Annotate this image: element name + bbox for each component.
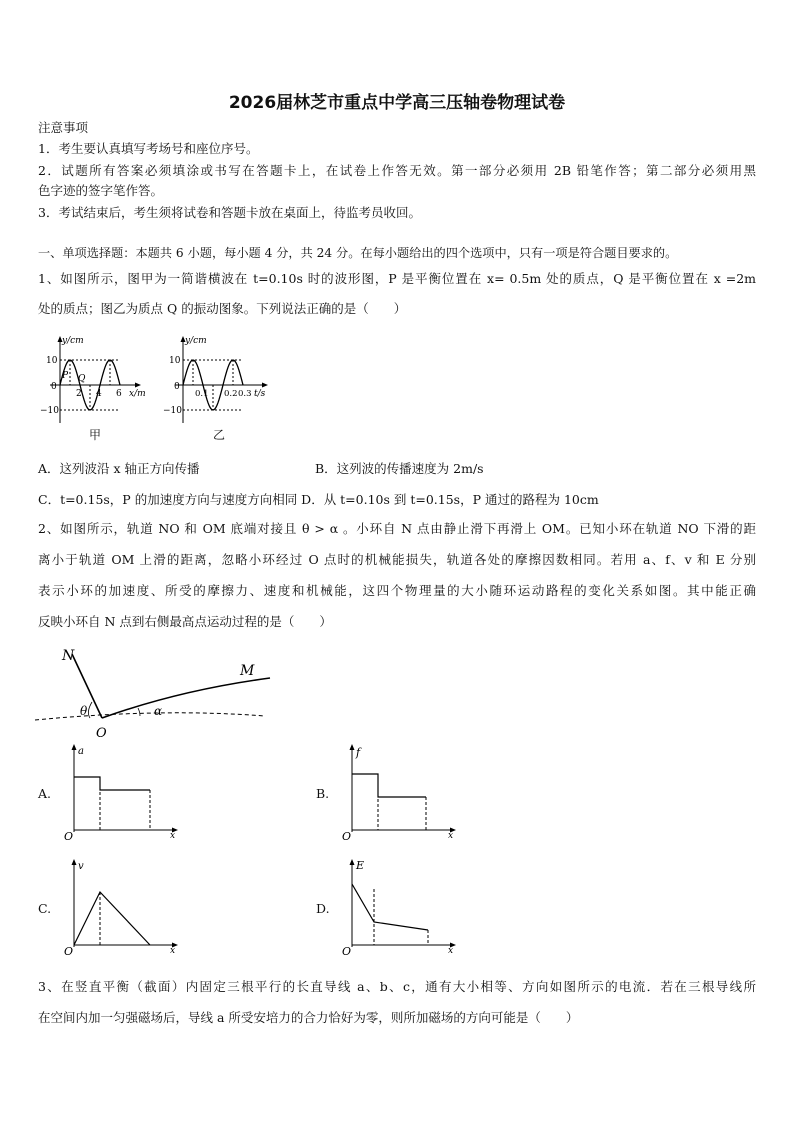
choice-a-y-arrow xyxy=(72,744,77,750)
graph-yi xyxy=(165,333,275,428)
choice-c-ylabel: v xyxy=(78,861,84,872)
choice-a-ylabel: a xyxy=(78,746,84,757)
q2-stem-1: 2、如图所示，轨道 NO 和 OM 底端对接且 θ > α 。小环自 N 点由静止滑下再滑上 OM。已知小环在轨道 NO 下滑的距 xyxy=(38,521,756,536)
choice-a-origin: O xyxy=(64,830,74,843)
track-diagram xyxy=(30,640,280,740)
graph-yi-ylabel: y/cm xyxy=(185,336,207,346)
graph-yi-ytick-top: 10 xyxy=(169,356,181,366)
choice-b-letter: B. xyxy=(316,786,330,801)
graph-jia-ytick-zero: 0 xyxy=(51,382,57,392)
graph-jia-ylabel: y/cm xyxy=(62,336,84,346)
q3-stem-2: 在空间内加一匀强磁场后，导线 a 所受安培力的合力恰好为零，则所加磁场的方向可能是（ ） xyxy=(38,1010,579,1025)
q2-stem-4: 反映小环自 N 点到右侧最高点运动过程的是（ ） xyxy=(38,614,332,629)
notice-heading: 注意事项 xyxy=(38,120,89,135)
choice-a-letter: A. xyxy=(38,786,52,801)
q2-stem-2: 离小于轨道 OM 上滑的距离，忽略小环经过 O 点时的机械能损失，轨道各处的摩擦因数相同。若用 a、f、v 和 E 分别 xyxy=(38,552,756,567)
graph-jia-xtick-6: 6 xyxy=(116,389,122,399)
graph-jia-x-arrow xyxy=(135,383,141,388)
choice-b-xlabel: x xyxy=(448,831,454,841)
choice-b-ylabel: f xyxy=(356,746,361,759)
point-q-label: Q xyxy=(78,374,86,384)
choice-c-xlabel: x xyxy=(170,946,176,956)
choice-a-xlabel: x xyxy=(170,831,176,841)
choice-a-curve xyxy=(74,777,150,790)
graph-jia-xtick-2: 2 xyxy=(76,389,82,399)
section-heading: 一、单项选择题：本题共 6 小题，每小题 4 分，共 24 分。在每小题给出的四个选项中，只有一项是符合题目要求的。 xyxy=(38,246,678,260)
q3-stem-1: 3、在竖直平衡（截面）内固定三根平行的长直导线 a、b、c，通有大小相等、方向如图所示的电流．若在三根导线所 xyxy=(38,979,756,994)
label-n: N xyxy=(62,648,75,664)
choice-graph-d xyxy=(340,855,465,958)
choice-b-origin: O xyxy=(342,830,352,843)
graph-jia-ytick-top: 10 xyxy=(46,356,58,366)
q1-stem-1: 1、如图所示，图甲为一简谐横波在 t=0.10s 时的波形图，P 是平衡位置在 x= 0.5m 处的质点，Q 是平衡位置在 x =2m xyxy=(38,271,756,286)
choice-graph-c xyxy=(62,855,187,958)
graph-yi-xtick-02: 0.2 xyxy=(224,389,238,399)
q2-stem-3: 表示小环的加速度、所受的摩擦力、速度和机械能，这四个物理量的大小随环运动路程的变化关系如图。其中能正确 xyxy=(38,583,756,598)
q1-option-a: A．这列波沿 x 轴正方向传播 xyxy=(38,461,200,476)
choice-b-curve xyxy=(352,774,426,797)
choice-b-y-arrow xyxy=(350,744,355,750)
notice-item-3: 3．考试结束后，考生须将试卷和答题卡放在桌面上，待监考员收回。 xyxy=(38,205,421,220)
notice-item-2-cont: 色字迹的签字笔作答。 xyxy=(38,183,164,198)
notice-item-2: 2．试题所有答案必须填涂或书写在答题卡上，在试卷上作答无效。第一部分必须用 2B 铅笔作答；第二部分必须用黑 xyxy=(38,163,756,178)
label-theta: θ xyxy=(80,704,88,718)
choice-c-y-arrow xyxy=(72,859,77,865)
graph-yi-xlabel: t/s xyxy=(254,389,266,399)
choice-d-curve xyxy=(352,884,428,930)
choice-d-origin: O xyxy=(342,945,352,958)
q1-option-c-d: C．t=0.15s，P 的加速度方向与速度方向相同 D．从 t=0.10s 到 t=0.15s，P 通过的路程为 10cm xyxy=(38,492,599,507)
choice-graph-b xyxy=(340,740,465,843)
graph-jia-xlabel: x/m xyxy=(129,389,146,399)
choice-d-letter: D. xyxy=(316,901,330,916)
graph-yi-caption: 乙 xyxy=(213,428,226,442)
graph-jia-ytick-bottom: −10 xyxy=(40,406,59,416)
q1-option-b: B．这列波的传播速度为 2m/s xyxy=(315,461,484,476)
graph-yi-x-arrow xyxy=(262,383,268,388)
graph-yi-ytick-bottom: −10 xyxy=(163,406,182,416)
q1-stem-2: 处的质点；图乙为质点 Q 的振动图象。下列说法正确的是（ ） xyxy=(38,301,407,316)
track-baseline xyxy=(35,713,265,720)
label-m: M xyxy=(240,663,255,679)
choice-d-y-arrow xyxy=(350,859,355,865)
graph-jia xyxy=(38,333,153,428)
choice-c-letter: C. xyxy=(38,901,52,916)
choice-c-origin: O xyxy=(64,945,74,958)
point-p-label: P xyxy=(62,371,69,381)
choice-d-ylabel: E xyxy=(356,859,365,872)
graph-yi-xtick-03: 0.3 xyxy=(238,389,252,399)
choice-graph-a xyxy=(62,740,187,843)
graph-jia-caption: 甲 xyxy=(89,428,102,442)
label-o: O xyxy=(96,726,107,741)
choice-d-xlabel: x xyxy=(448,946,454,956)
graph-yi-ytick-zero: 0 xyxy=(174,382,180,392)
notice-item-1: 1．考生要认真填写考场号和座位序号。 xyxy=(38,141,259,156)
choice-c-curve xyxy=(74,892,150,945)
graph-yi-xtick-01: 0.1 xyxy=(195,389,209,399)
alpha-arc xyxy=(138,708,140,716)
track-om xyxy=(102,678,270,718)
graph-jia-xtick-4: 4 xyxy=(96,389,102,399)
label-alpha: α xyxy=(154,704,163,718)
exam-title: 2026届林芝市重点中学高三压轴卷物理试卷 xyxy=(228,93,566,113)
